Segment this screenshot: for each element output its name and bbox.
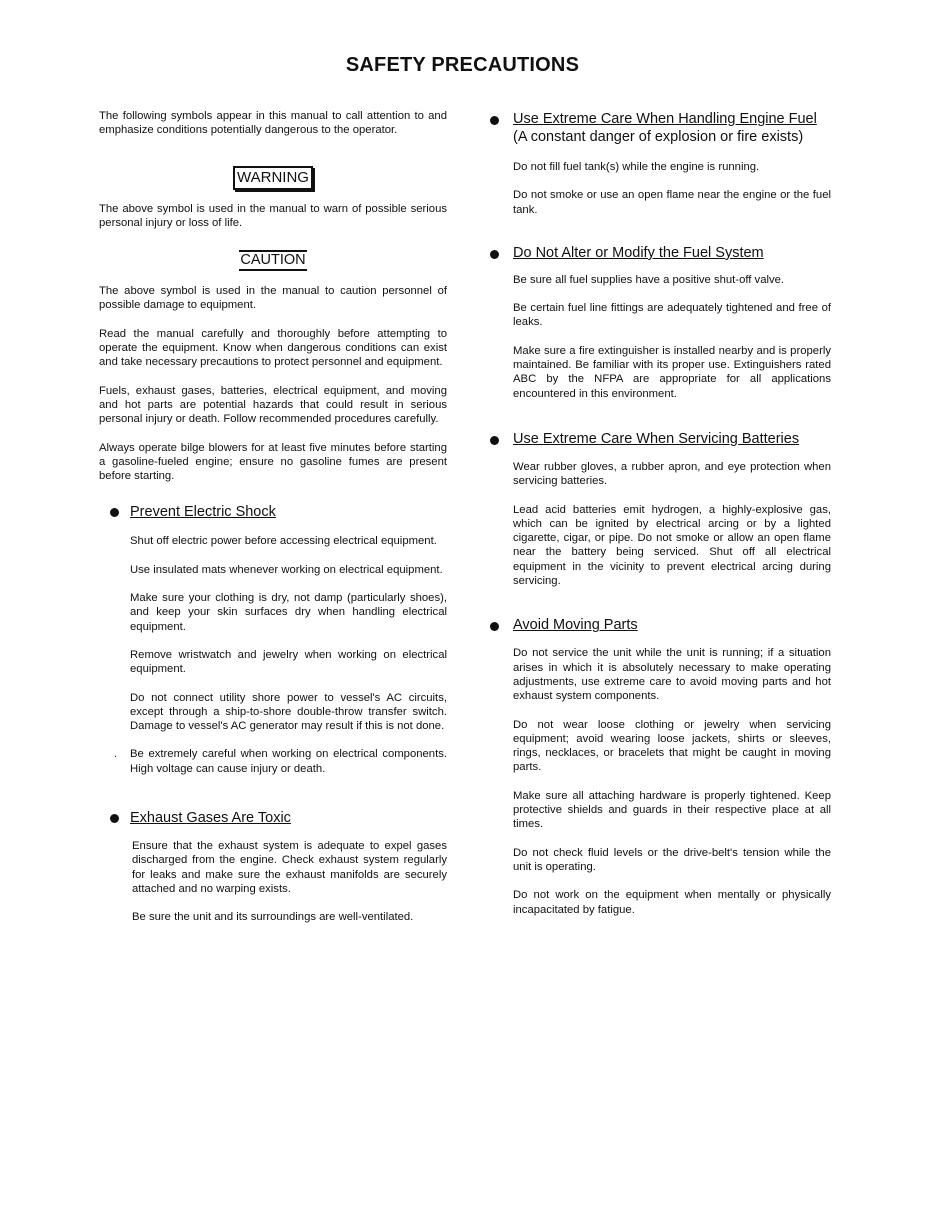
- section-batteries: [489, 430, 831, 448]
- intro-paragraph: The following symbols appear in this manual to call attention to and emphasize conditions potentially dangerous to the operator.: [99, 110, 447, 137]
- bullet-icon: [490, 116, 499, 125]
- list-item: Ensure that the exhaust system is adequate to expel gases discharged from the engine. Check exhaust system regularly for leaks and make sure the exhaust manifolds are securely attached and no warping exists.: [132, 840, 447, 895]
- list-item: Shut off electric power before accessing electrical equipment.: [130, 535, 437, 548]
- bullet-icon: [490, 436, 499, 445]
- warning-symbol-wrap: [99, 166, 447, 190]
- list-item: Do not smoke or use an open flame near the engine or the fuel tank.: [513, 189, 831, 216]
- caution-symbol-wrap: [99, 250, 447, 271]
- caution-symbol: CAUTION: [239, 250, 306, 271]
- list-item: Be sure all fuel supplies have a positive shut-off valve.: [513, 273, 785, 286]
- list-item: Lead acid batteries emit hydrogen, a highly-explosive gas, which can be ignited by electrical arcing or by a lighted cigarette, cigar, or pipe. Do not smoke or allow an open flame near the battery being serviced. Shut off all electrical equipment in the vicinity to prevent electrical arcing during servicing.: [513, 503, 831, 588]
- section-heading: Use Extreme Care When Servicing Batteries: [513, 430, 800, 447]
- section-moving-parts: [489, 616, 831, 634]
- bilge-paragraph: Always operate bilge blowers for at least five minutes before starting a gasoline-fueled engine; ensure no gasoline fumes are present before starting.: [99, 441, 447, 483]
- warning-symbol: WARNING: [233, 166, 313, 190]
- read-manual-paragraph: Read the manual carefully and thoroughly before attempting to operate the equipment. Know when dangerous conditions can exist and take necessary precautions to protect personnel and equipment.: [99, 327, 447, 369]
- list-item: Remove wristwatch and jewelry when working on electrical equipment.: [130, 648, 447, 676]
- section-heading: Prevent Electric Shock: [130, 504, 276, 521]
- section-fuel-system: [489, 244, 831, 262]
- section-heading: Exhaust Gases Are Toxic: [130, 810, 291, 827]
- bullet-icon: [110, 814, 119, 823]
- hazards-paragraph: Fuels, exhaust gases, batteries, electrical equipment, and moving and hot parts are potential hazards that could result in serious personal injury or death. Follow recommended procedures carefully.: [99, 384, 447, 426]
- list-item: Make sure all attaching hardware is properly tightened. Keep protective shields and guards in their respective place at all times.: [513, 789, 831, 831]
- section-heading: Do Not Alter or Modify the Fuel System: [513, 244, 764, 261]
- left-column: [99, 109, 447, 925]
- list-item: Do not connect utility shore power to vessel's AC circuits, except through a ship-to-shore double-throw transfer switch. Damage to vessel's AC generator may result if this is not done.: [130, 691, 447, 733]
- stray-mark: .: [114, 748, 118, 761]
- list-item: Wear rubber gloves, a rubber apron, and eye protection when servicing batteries.: [513, 460, 831, 488]
- section-subheading: (A constant danger of explosion or fire exists): [513, 129, 804, 145]
- page-title: SAFETY PRECAUTIONS: [345, 54, 580, 76]
- caution-description: The above symbol is used in the manual to caution personnel of possible damage to equipment.: [99, 285, 447, 312]
- section-engine-fuel: [489, 110, 831, 146]
- warning-description: The above symbol is used in the manual to warn of possible serious personal injury or loss of life.: [99, 202, 447, 229]
- list-item: Do not work on the equipment when mentally or physically incapacitated by fatigue.: [513, 889, 831, 916]
- bullet-icon: [110, 508, 119, 517]
- list-item: Be sure the unit and its surroundings are well-ventilated.: [132, 911, 414, 924]
- right-column: [489, 110, 831, 917]
- list-item: Do not wear loose clothing or jewelry when servicing equipment; avoid wearing loose jackets, shirts or sleeves, rings, necklaces, or bracelets that might be caught in moving parts.: [513, 718, 831, 774]
- list-item: Do not fill fuel tank(s) while the engine is running.: [513, 161, 760, 173]
- list-item: Make sure a fire extinguisher is installed nearby and is properly maintained. Be familiar with its proper use. Extinguishers rated ABC by the NFPA are appropriate for all applications encountered in this environment.: [513, 344, 831, 400]
- list-item: Do not check fluid levels or the drive-belt's tension while the unit is operating.: [513, 846, 831, 873]
- section-heading: Avoid Moving Parts: [513, 617, 638, 634]
- list-item: Make sure your clothing is dry, not damp (particularly shoes), and keep your skin surfaces dry when handling electrical equipment.: [130, 592, 447, 633]
- list-item-text: Be extremely careful when working on electrical components. High voltage can cause injury or death.: [130, 748, 447, 775]
- bullet-icon: [490, 622, 499, 631]
- section-heading: Use Extreme Care When Handling Engine Fuel: [513, 111, 817, 127]
- section-exhaust-gases: [99, 809, 447, 827]
- list-item: [114, 747, 447, 776]
- list-item: Do not service the unit while the unit is running; if a situation arises in which it is absolutely necessary to make operating adjustments, use extreme care to avoid moving parts and hot exhaust system components.: [513, 647, 831, 703]
- section-electric-shock: [99, 503, 447, 521]
- list-item: Be certain fuel line fittings are adequately tightened and free of leaks.: [513, 302, 831, 329]
- bullet-icon: [490, 250, 499, 259]
- list-item: Use insulated mats whenever working on electrical equipment.: [130, 563, 443, 576]
